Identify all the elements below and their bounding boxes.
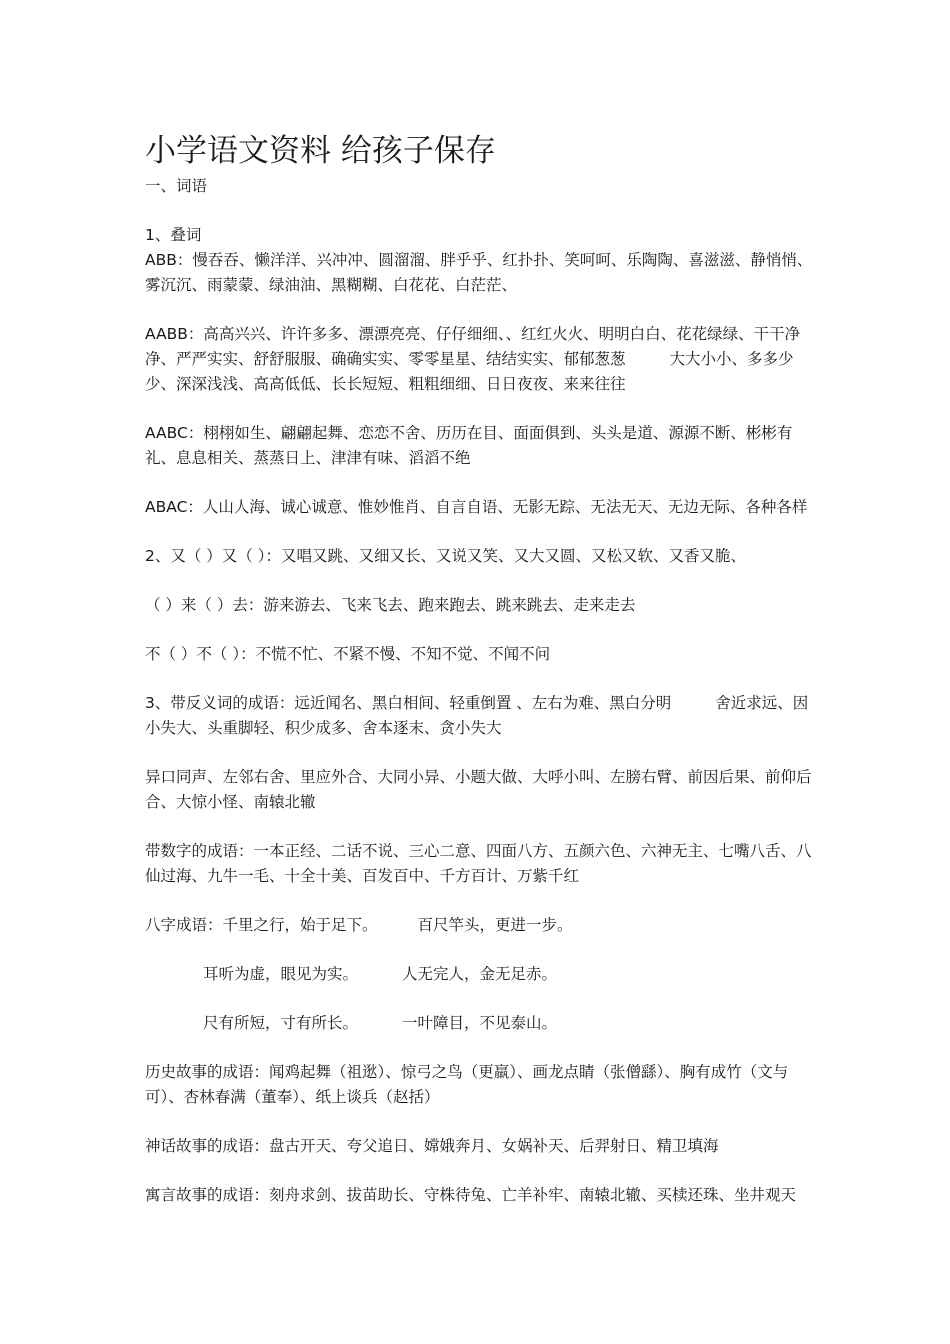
- aabb-text-part1: AABB：高高兴兴、许许多多、漂漂亮亮、仔仔细细、、红红火火、明明白白、花花绿绿、干干净净、严严实实、舒舒服服、确确实实、零零星星、结结实实、郁郁葱葱: [145, 325, 801, 368]
- section-heading-words: 一、词语: [145, 177, 208, 195]
- eight-char-3a: 尺有所短，寸有所长。: [203, 1014, 359, 1032]
- paragraph-antonym-idioms: [145, 691, 815, 741]
- paragraph-lai-qu: （ ）来（ ）去：游来游去、飞来飞去、跑来跑去、跳来跳去、走来走去: [145, 596, 636, 614]
- paragraph-eight-char-2: [145, 962, 815, 987]
- paragraph-you-you: 2、又（ ）又（ ）：又唱又跳、又细又长、又说又笑、又大又圆、又松又软、又香又脆、: [145, 547, 746, 565]
- subheading-reduplicated-words: 1、叠词: [145, 226, 202, 244]
- eight-char-2a: 耳听为虚，眼见为实。: [203, 965, 359, 983]
- eight-char-label: 八字成语：千里之行，始于足下。: [145, 916, 378, 934]
- paragraph-myth-idioms: 神话故事的成语：盘古开天、夸父追日、嫦娥奔月、女娲补天、后羿射日、精卫填海: [145, 1137, 719, 1155]
- paragraph-eight-char-1: [145, 913, 815, 938]
- antonym-text-part1: 3、带反义词的成语：远近闻名、黑白相间、轻重倒置 、左右为难、黑白分明: [145, 694, 672, 712]
- antonym-text-part2: 舍近求远、因小失大、头重脚轻、积少成多、舍本逐末、贪小失大: [145, 694, 809, 737]
- document-page: [145, 128, 815, 1208]
- paragraph-bu-bu: 不（ ）不（ ）：不慌不忙、不紧不慢、不知不觉、不闻不问: [145, 645, 551, 663]
- page-title: 小学语文资料 给孩子保存: [145, 133, 496, 169]
- paragraph-aabb: [145, 322, 815, 397]
- paragraph-abb: ABB：慢吞吞、懒洋洋、兴冲冲、圆溜溜、胖乎乎、红扑扑、笑呵呵、乐陶陶、喜滋滋、静悄悄、雾沉沉、雨蒙蒙、绿油油、黑糊糊、白花花、白茫茫、: [145, 251, 813, 294]
- paragraph-eight-char-3: [145, 1011, 815, 1036]
- aabb-text-part2: 大大小小、多多少少、深深浅浅、高高低低、长长短短、粗粗细细、日日夜夜、来来往往: [145, 350, 794, 393]
- eight-char-3b: 一叶障目，不见泰山。: [402, 1014, 558, 1032]
- paragraph-number-idioms: 带数字的成语：一本正经、二话不说、三心二意、四面八方、五颜六色、六神无主、七嘴八舌、八仙过海、九牛一毛、十全十美、百发百中、千方百计、万紫千红: [145, 842, 812, 885]
- paragraph-antonym-idioms-2: 异口同声、左邻右舍、里应外合、大同小异、小题大做、大呼小叫、左膀右臂、前因后果、前仰后合、大惊小怪、南辕北辙: [145, 768, 812, 811]
- paragraph-aabc: AABC：栩栩如生、翩翩起舞、恋恋不舍、历历在目、面面俱到、头头是道、源源不断、彬彬有礼、息息相关、蒸蒸日上、津津有味、滔滔不绝: [145, 424, 793, 467]
- eight-char-1b: 百尺竿头，更进一步。: [417, 916, 573, 934]
- paragraph-fable-idioms: 寓言故事的成语：刻舟求剑、拔苗助长、守株待兔、亡羊补牢、南辕北辙、买椟还珠、坐井观天: [145, 1186, 797, 1204]
- paragraph-history-idioms: 历史故事的成语：闻鸡起舞（祖逖）、惊弓之鸟（更羸）、画龙点睛（张僧繇）、胸有成竹（文与可）、杏林春满（董奉）、纸上谈兵（赵括）: [145, 1063, 789, 1106]
- paragraph-abac: ABAC：人山人海、诚心诚意、惟妙惟肖、自言自语、无影无踪、无法无天、无边无际、各种各样: [145, 498, 808, 516]
- eight-char-2b: 人无完人，金无足赤。: [402, 965, 558, 983]
